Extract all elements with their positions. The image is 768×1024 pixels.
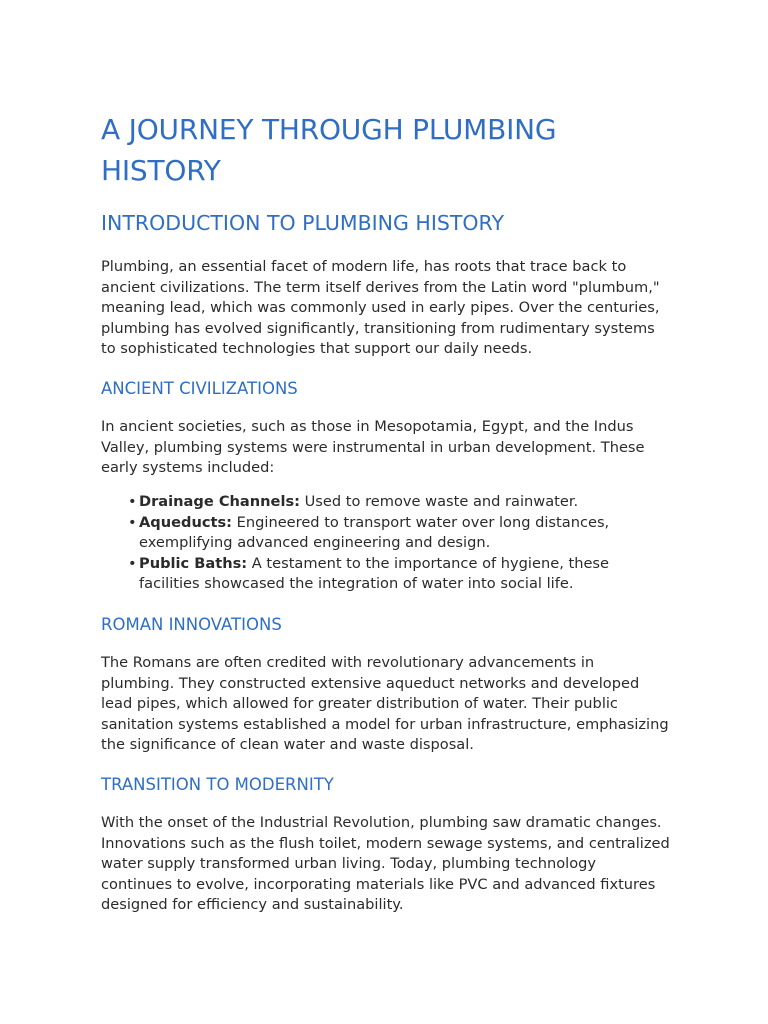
intro-heading: INTRODUCTION TO PLUMBING HISTORY	[101, 211, 505, 235]
document-title: A JOURNEY THROUGH PLUMBING HISTORY	[101, 113, 557, 187]
bullet-marker: •	[128, 493, 137, 510]
list-item-term: Aqueducts:	[139, 513, 233, 531]
list-item-desc: A testament to the importance of hygiene, these facilities showcased the integration of water into social life.	[139, 554, 610, 593]
list-item-desc: Engineered to transport water over long distances, exemplifying advanced engineering and design.	[139, 513, 610, 552]
list-item	[128, 554, 673, 595]
roman-paragraph: The Romans are often credited with revolutionary advancements in plumbing. They constructed extensive aqueduct networks and developed lead pipes, which allowed for greater distribution of water. Their public sanitation systems established a model for urban infrastructure, emphasizing the significance of clean water and waste disposal.	[101, 654, 669, 754]
modernity-paragraph: With the onset of the Industrial Revolution, plumbing saw dramatic changes. Innovations such as the flush toilet, modern sewage systems, and centralized water supply transformed urban living. Today, plumbing technology continues to evolve, incorporating materials like PVC and advanced fixtures designed for efficiency and sustainability.	[101, 814, 670, 914]
list-item-term: Public Baths:	[139, 554, 248, 572]
list-item-term: Drainage Channels:	[139, 493, 300, 510]
ancient-heading: ANCIENT CIVILIZATIONS	[101, 379, 298, 398]
bullet-marker: •	[128, 513, 137, 531]
list-item	[128, 513, 673, 554]
ancient-systems-list	[128, 492, 673, 595]
bullet-marker: •	[128, 554, 137, 572]
list-item-desc: Used to remove waste and rainwater.	[304, 493, 579, 510]
ancient-paragraph: In ancient societies, such as those in Mesopotamia, Egypt, and the Indus Valley, plumbing systems were instrumental in urban development. These early systems included:	[101, 418, 645, 477]
list-item	[128, 492, 673, 513]
intro-paragraph: Plumbing, an essential facet of modern life, has roots that trace back to ancient civilizations. The term itself derives from the Latin word "plumbum," meaning lead, which was commonly used in early pipes. Over the centuries, plumbing has evolved significantly, transitioning from rudimentary systems to sophisticated technologies that support our daily needs.	[101, 258, 660, 358]
modernity-heading: TRANSITION TO MODERNITY	[101, 775, 334, 794]
roman-heading: ROMAN INNOVATIONS	[101, 615, 282, 634]
